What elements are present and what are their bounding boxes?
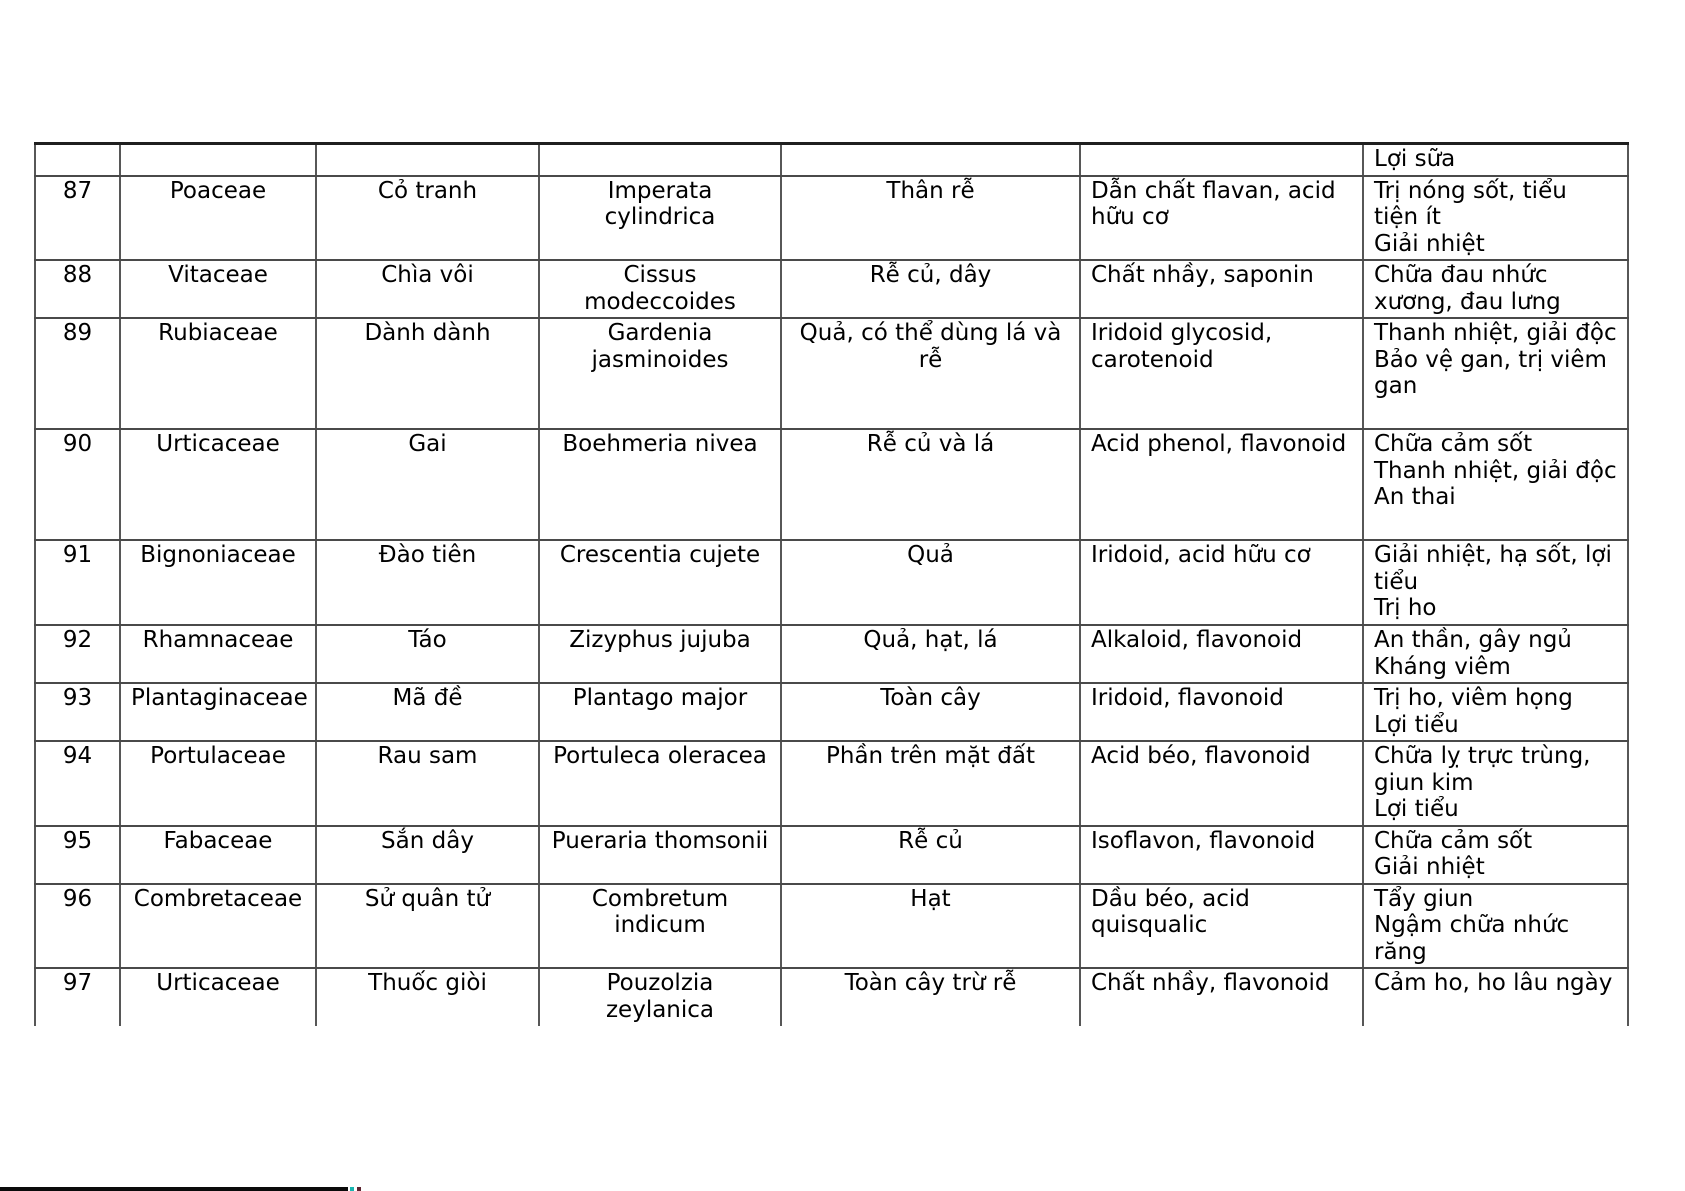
cell-line: Acid phenol, flavonoid [1091, 431, 1347, 457]
cell-no: 90 [35, 429, 120, 540]
cell-vn: Thuốc giòi [316, 968, 539, 1026]
cell-line: Thanh nhiệt, giải độc [1374, 320, 1617, 346]
cell-uses [1363, 683, 1628, 741]
cell-vn [316, 144, 539, 176]
cell-uses [1363, 884, 1628, 969]
cell-parts: Hạt [781, 884, 1080, 969]
cell-sci: Boehmeria nivea [539, 429, 781, 540]
cell-chem [1080, 884, 1363, 969]
cell-sci: Pouzolzia zeylanica [539, 968, 781, 1026]
cell-line: Bảo vệ gan, trị viêm gan [1374, 346, 1607, 399]
cell-family: Urticaceae [120, 968, 316, 1026]
cell-line: Chất nhầy, saponin [1091, 262, 1314, 288]
cell-line: Alkaloid, flavonoid [1091, 627, 1303, 653]
cell-sci: Pueraria thomsonii [539, 826, 781, 884]
cell-parts [781, 144, 1080, 176]
cell-vn: Dành dành [316, 318, 539, 429]
cell-no: 91 [35, 540, 120, 625]
cell-family: Urticaceae [120, 429, 316, 540]
cell-family [120, 144, 316, 176]
cell-parts: Toàn cây [781, 683, 1080, 741]
table-row-carryover [35, 144, 1628, 176]
table-row [35, 260, 1628, 318]
cell-no: 89 [35, 318, 120, 429]
cell-chem [1080, 176, 1363, 261]
cell-line: Acid béo, flavonoid [1091, 743, 1311, 769]
cell-parts: Toàn cây trừ rễ [781, 968, 1080, 1026]
cell-family: Vitaceae [120, 260, 316, 318]
cell-vn: Rau sam [316, 741, 539, 826]
cell-no: 95 [35, 826, 120, 884]
cell-parts: Quả, có thể dùng lá và rễ [781, 318, 1080, 429]
cell-sci: Imperata cylindrica [539, 176, 781, 261]
cell-line: Chất nhầy, flavonoid [1091, 970, 1330, 996]
cell-uses [1363, 741, 1628, 826]
cell-line: Iridoid, flavonoid [1091, 685, 1284, 711]
table-row [35, 540, 1628, 625]
cell-chem [1080, 683, 1363, 741]
cell-line: Isoflavon, flavonoid [1091, 827, 1316, 854]
cell-line: Chữa cảm sốt [1374, 431, 1533, 457]
table-row [35, 968, 1628, 1026]
cell-line: An thai [1374, 484, 1456, 510]
medicinal-plants-table [34, 142, 1629, 1026]
cell-chem [1080, 429, 1363, 540]
cell-line: Giải nhiệt [1374, 854, 1485, 880]
cell-chem [1080, 826, 1363, 884]
cell-sci: Zizyphus jujuba [539, 625, 781, 683]
cell-vn: Sử quân tử [316, 884, 539, 969]
cell-uses [1363, 826, 1628, 884]
cell-uses [1363, 968, 1628, 1026]
cell-line: Giải nhiệt, hạ sốt, lợi tiểu [1374, 542, 1612, 595]
render-artifact-dot [357, 1187, 361, 1191]
footnote-separator [0, 1187, 348, 1191]
cell-uses [1363, 625, 1628, 683]
cell-no: 87 [35, 176, 120, 261]
cell-line: Chữa đau nhức xương, đau lưng [1374, 262, 1561, 315]
cell-line: Dầu béo, acid quisqualic [1091, 885, 1250, 938]
cell-parts: Quả, hạt, lá [781, 625, 1080, 683]
cell-vn: Sắn dây [316, 826, 539, 884]
cell-line: Iridoid glycosid, carotenoid [1091, 320, 1273, 373]
cell-no [35, 144, 120, 176]
cell-chem [1080, 968, 1363, 1026]
cell-uses [1363, 260, 1628, 318]
cell-vn: Táo [316, 625, 539, 683]
table-row [35, 625, 1628, 683]
cell-line: Trị ho, viêm họng [1374, 685, 1573, 711]
cell-uses [1363, 318, 1628, 429]
cell-sci [539, 144, 781, 176]
cell-line: Lợi tiểu [1374, 711, 1459, 738]
cell-sci: Gardenia jasminoides [539, 318, 781, 429]
cell-chem [1080, 741, 1363, 826]
cell-line: An thần, gây ngủ [1374, 627, 1572, 653]
cell-line: Lợi tiểu [1374, 796, 1459, 822]
cell-line: Trị nóng sốt, tiểu tiện ít [1374, 177, 1567, 230]
cell-family: Combretaceae [120, 884, 316, 969]
cell-no: 97 [35, 968, 120, 1026]
cell-no: 94 [35, 741, 120, 826]
cell-no: 93 [35, 683, 120, 741]
table-row [35, 429, 1628, 540]
table-row [35, 741, 1628, 826]
table-row [35, 683, 1628, 741]
cell-uses [1363, 144, 1628, 176]
cell-uses [1363, 176, 1628, 261]
cell-line: Ngậm chữa nhức răng [1374, 912, 1570, 965]
cell-line: Cảm ho, ho lâu ngày [1374, 970, 1613, 996]
cell-no: 96 [35, 884, 120, 969]
cell-vn: Chìa vôi [316, 260, 539, 318]
cell-family: Poaceae [120, 176, 316, 261]
cell-line: Chữa cảm sốt [1374, 827, 1533, 854]
cell-parts: Phần trên mặt đất [781, 741, 1080, 826]
cell-parts: Rễ củ, dây [781, 260, 1080, 318]
cell-sci: Plantago major [539, 683, 781, 741]
cell-parts: Thân rễ [781, 176, 1080, 261]
cell-chem [1080, 144, 1363, 176]
cell-sci: Combretum indicum [539, 884, 781, 969]
render-artifact-dot [350, 1187, 354, 1191]
cell-chem [1080, 540, 1363, 625]
cell-line: Tẩy giun [1374, 885, 1474, 912]
cell-line: Lợi sữa [1374, 146, 1456, 172]
table-row [35, 826, 1628, 884]
cell-line: Trị ho [1374, 595, 1437, 621]
cell-sci: Cissus modeccoides [539, 260, 781, 318]
cell-chem [1080, 260, 1363, 318]
cell-sci: Portuleca oleracea [539, 741, 781, 826]
cell-family: Plantaginaceae [120, 683, 316, 741]
table-row [35, 884, 1628, 969]
cell-line: Chữa lỵ trực trùng, giun kim [1374, 743, 1591, 796]
cell-no: 88 [35, 260, 120, 318]
table-row [35, 176, 1628, 261]
cell-line: Thanh nhiệt, giải độc [1374, 457, 1617, 484]
cell-chem [1080, 318, 1363, 429]
cell-line: Kháng viêm [1374, 653, 1511, 680]
cell-sci: Crescentia cujete [539, 540, 781, 625]
cell-uses [1363, 540, 1628, 625]
table-row [35, 318, 1628, 429]
cell-parts: Quả [781, 540, 1080, 625]
cell-family: Rhamnaceae [120, 625, 316, 683]
table-body [35, 144, 1628, 1027]
cell-line: Giải nhiệt [1374, 230, 1485, 257]
cell-vn: Mã đề [316, 683, 539, 741]
cell-family: Portulaceae [120, 741, 316, 826]
cell-family: Bignoniaceae [120, 540, 316, 625]
cell-vn: Đào tiên [316, 540, 539, 625]
cell-chem [1080, 625, 1363, 683]
cell-parts: Rễ củ [781, 826, 1080, 884]
cell-line: Iridoid, acid hữu cơ [1091, 542, 1311, 568]
cell-vn: Gai [316, 429, 539, 540]
cell-parts: Rễ củ và lá [781, 429, 1080, 540]
cell-uses [1363, 429, 1628, 540]
cell-family: Fabaceae [120, 826, 316, 884]
cell-family: Rubiaceae [120, 318, 316, 429]
cell-no: 92 [35, 625, 120, 683]
cell-line: Dẫn chất flavan, acid hữu cơ [1091, 177, 1336, 230]
cell-vn: Cỏ tranh [316, 176, 539, 261]
